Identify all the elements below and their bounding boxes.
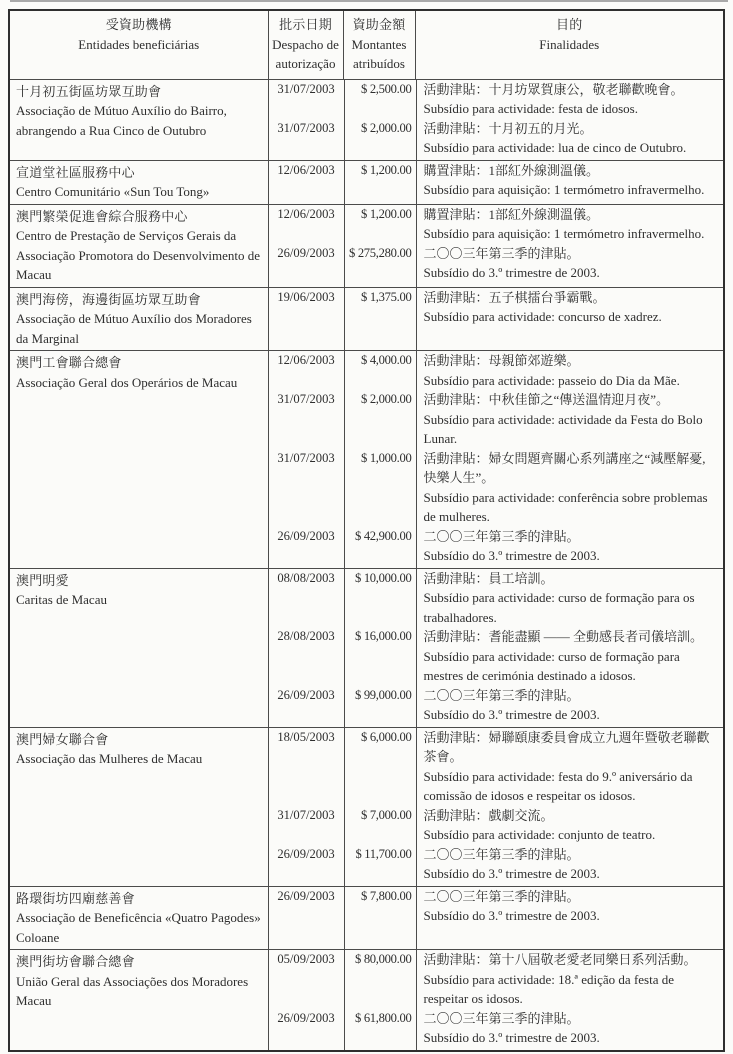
grant-date: 31/07/2003 <box>277 81 335 96</box>
grants-cell <box>268 160 724 204</box>
purpose-line: Subsídio para actividade: festa do 9.º aniversário da comissão de idosos e respeitar os idosos. <box>423 768 693 803</box>
purpose-line: Subsídio do 3.º trimestre de 2003. <box>423 1030 600 1045</box>
grant-date: 26/09/2003 <box>277 687 335 702</box>
grant-amount: $ 80,000.00 <box>354 952 412 966</box>
grant-entry <box>269 527 724 568</box>
entity-name-pt: Associação das Mulheres de Macau <box>16 751 203 766</box>
table-row <box>9 160 724 204</box>
table-row <box>9 287 724 351</box>
grants-cell <box>268 727 724 886</box>
column-divider-amount-purpose <box>416 569 417 727</box>
grant-date: 31/07/2003 <box>277 450 335 465</box>
grant-purposes <box>416 390 724 449</box>
purpose-line: 購置津貼：1部紅外線測溫儀。 <box>423 162 600 178</box>
grant-date: 26/09/2003 <box>277 846 335 861</box>
grant-date: 31/07/2003 <box>277 120 335 135</box>
column-divider-amount-purpose <box>416 161 417 204</box>
purpose-line: 活動津貼：十月初五的月光。 <box>423 120 593 136</box>
grant-date: 28/08/2003 <box>277 629 335 643</box>
col-header-purpose-pt: Finalidades <box>539 36 600 52</box>
scan-artifact-line <box>10 0 728 2</box>
entity-cell <box>9 79 268 160</box>
grant-date: 31/07/2003 <box>277 807 335 822</box>
grant-entry <box>269 119 724 160</box>
grant-date: 26/09/2003 <box>277 245 335 260</box>
entity-name-zh: 宣道堂社區服務中心 <box>16 164 135 180</box>
grant-purposes <box>416 686 724 725</box>
col-header-purpose-zh: 目的 <box>556 17 583 32</box>
grant-entry <box>269 728 724 806</box>
purpose-line: 二〇〇三年第三季的津貼。 <box>423 1010 580 1026</box>
purpose-line: Subsídio para actividade: passeio do Dia da Mãe. <box>423 372 680 388</box>
grant-purposes <box>416 161 724 200</box>
grant-entry <box>269 351 724 390</box>
subsidies-table <box>8 9 725 1052</box>
grant-purposes <box>416 205 724 244</box>
grant-date: 31/07/2003 <box>277 392 335 406</box>
column-divider-date-amount <box>344 80 345 160</box>
grant-amount: $ 6,000.00 <box>360 729 412 744</box>
purpose-line: 活動津貼：第十八屆敬老愛老同樂日系列活動。 <box>423 952 697 967</box>
purpose-line: Subsídio do 3.º trimestre de 2003. <box>423 866 600 881</box>
column-divider-date-amount <box>344 950 345 1050</box>
purpose-line: 活動津貼：五子棋擂台爭霸戰。 <box>423 289 606 305</box>
col-header-date <box>268 10 343 79</box>
grant-entry <box>269 288 724 329</box>
purpose-line: 活動津貼：婦女問題齊關心系列講座之“減壓解憂, 快樂人生”。 <box>423 450 706 485</box>
entity-name-pt: União Geral das Associações dos Moradores Macau <box>16 973 249 1008</box>
grants-cell <box>268 568 724 727</box>
grant-entry <box>269 845 724 886</box>
table-row <box>9 727 724 886</box>
column-divider-amount-purpose <box>416 351 417 568</box>
grant-entry <box>269 806 724 845</box>
grant-purposes <box>416 728 724 806</box>
column-divider-amount-purpose <box>416 80 417 160</box>
grant-amount: $ 275,280.00 <box>348 245 412 260</box>
grant-entry <box>269 950 724 1009</box>
grant-date: 12/06/2003 <box>277 206 335 221</box>
grants-cell <box>268 287 724 351</box>
purpose-line: 活動津貼：耆能盡顯 —— 全動感長者司儀培訓。 <box>423 629 704 644</box>
grant-amount: $ 1,375.00 <box>360 289 412 304</box>
purpose-line: Subsídio do 3.º trimestre de 2003. <box>423 265 600 280</box>
purpose-line: Subsídio do 3.º trimestre de 2003. <box>423 707 600 722</box>
purpose-line: Subsídio para actividade: concurso de xadrez. <box>423 309 662 324</box>
entity-name-zh: 十月初五街區坊眾互助會 <box>16 83 162 99</box>
entity-name-pt: Centro de Prestação de Serviços Gerais da Associação Promotora do Desenvolvimento de Macau <box>16 228 261 282</box>
grant-entry <box>269 390 724 449</box>
entity-cell <box>9 727 268 886</box>
grant-purposes <box>416 527 724 566</box>
grant-amount: $ 7,000.00 <box>360 807 412 822</box>
col-header-purpose <box>415 10 724 79</box>
entity-name-pt: Centro Comunitário «Sun Tou Tong» <box>16 184 210 199</box>
grants-cell <box>268 79 724 160</box>
purpose-line: 活動津貼：十月坊眾賀康公，敬老聯歡晚會。 <box>423 81 684 97</box>
table-row <box>9 351 724 569</box>
column-divider-date-amount <box>344 569 345 727</box>
grant-entry <box>269 161 724 202</box>
entity-cell <box>9 568 268 727</box>
purpose-line: 購置津貼：1部紅外線測溫儀。 <box>423 206 600 222</box>
col-header-entity-pt: Entidades beneficiárias <box>78 36 200 52</box>
grant-amount: $ 1,000.00 <box>360 450 412 465</box>
column-divider-date-amount <box>344 728 345 886</box>
entity-name-zh: 澳門海傍，海邊街區坊眾互助會 <box>16 291 201 307</box>
entity-name-pt: Associação de Mútuo Auxílio do Bairro, abrangendo a Rua Cinco de Outubro <box>16 103 227 138</box>
grant-date: 19/06/2003 <box>277 289 335 304</box>
column-divider-date-amount <box>344 161 345 204</box>
grant-entry <box>269 244 724 285</box>
grant-purposes <box>416 351 724 390</box>
grant-date: 26/09/2003 <box>277 1010 335 1025</box>
purpose-line: 活動津貼：母親節郊遊樂。 <box>423 353 580 368</box>
column-divider-amount-purpose <box>416 887 417 950</box>
grant-date: 12/06/2003 <box>277 162 335 177</box>
entity-cell <box>9 351 268 569</box>
grant-amount: $ 99,000.00 <box>354 687 412 702</box>
grants-cell <box>268 886 724 950</box>
col-header-amount-pt: Montantes atribuídos <box>351 36 407 71</box>
entity-name-zh: 澳門街坊會聯合總會 <box>16 954 135 969</box>
grant-amount: $ 7,800.00 <box>360 888 412 903</box>
purpose-line: 活動津貼：員工培訓。 <box>423 570 554 586</box>
entity-cell <box>9 160 268 204</box>
column-divider-amount-purpose <box>416 205 417 287</box>
grant-entry <box>269 1009 724 1050</box>
grant-entry <box>269 887 724 928</box>
grants-cell <box>268 950 724 1051</box>
purpose-line: Subsídio para actividade: lua de cinco de Outubro. <box>423 140 687 155</box>
purpose-line: 活動津貼：戲劇交流。 <box>423 807 554 823</box>
purpose-line: 二〇〇三年第三季的津貼。 <box>423 888 580 904</box>
grant-entry <box>269 205 724 244</box>
table-row <box>9 568 724 727</box>
purpose-line: Subsídio para actividade: actividade da Festa do Bolo Lunar. <box>423 411 703 446</box>
grant-purposes <box>416 449 724 527</box>
col-header-amount-zh: 資助金額 <box>352 17 406 32</box>
grant-purposes <box>416 569 724 628</box>
grant-amount: $ 2,500.00 <box>360 81 412 96</box>
column-divider-date-amount <box>344 288 345 351</box>
col-header-date-zh: 批示日期 <box>279 17 332 32</box>
grant-amount: $ 1,200.00 <box>360 206 412 221</box>
grant-purposes <box>416 627 724 686</box>
purpose-line: Subsídio para actividade: conjunto de teatro. <box>423 827 656 842</box>
column-divider-date-amount <box>344 887 345 950</box>
grant-date: 12/06/2003 <box>277 353 335 367</box>
col-header-entity <box>9 10 268 79</box>
column-divider-date-amount <box>344 205 345 287</box>
purpose-line: Subsídio para actividade: festa de idosos. <box>423 101 638 116</box>
grant-date: 26/09/2003 <box>277 528 335 543</box>
grant-amount: $ 4,000.00 <box>360 353 412 367</box>
table-row <box>9 886 724 950</box>
entity-cell <box>9 287 268 351</box>
purpose-line: Subsídio para actividade: conferência sobre problemas de mulheres. <box>423 489 708 524</box>
grant-purposes <box>416 950 724 1009</box>
entity-cell <box>9 204 268 287</box>
grants-cell <box>268 204 724 287</box>
grant-amount: $ 2,000.00 <box>360 120 412 135</box>
entity-name-zh: 澳門繁榮促進會綜合服務中心 <box>16 208 188 224</box>
grant-purposes <box>416 887 724 926</box>
entity-name-pt: Associação Geral dos Operários de Macau <box>16 374 238 390</box>
column-divider-amount-purpose <box>416 728 417 886</box>
grant-amount: $ 1,200.00 <box>360 162 412 177</box>
grant-purposes <box>416 119 724 158</box>
col-header-amount <box>343 10 415 79</box>
grant-amount: $ 16,000.00 <box>354 629 412 643</box>
entity-name-zh: 澳門工會聯合總會 <box>16 355 122 370</box>
grant-amount: $ 42,900.00 <box>354 528 412 543</box>
grant-purposes <box>416 288 724 327</box>
grant-amount: $ 61,800.00 <box>354 1010 412 1025</box>
purpose-line: Subsídio do 3.º trimestre de 2003. <box>423 548 600 563</box>
grant-purposes <box>416 806 724 845</box>
entity-name-pt: Associação de Beneficência «Quatro Pagodes» Coloane <box>16 910 261 945</box>
purpose-line: 二〇〇三年第三季的津貼。 <box>423 245 580 261</box>
purpose-line: Subsídio do 3.º trimestre de 2003. <box>423 908 600 923</box>
grant-entry <box>269 627 724 686</box>
purpose-line: 二〇〇三年第三季的津貼。 <box>423 846 580 862</box>
grant-purposes <box>416 1009 724 1048</box>
entity-name-pt: Associação de Mútuo Auxílio dos Moradores da Marginal <box>16 311 252 346</box>
grant-amount: $ 2,000.00 <box>360 392 412 406</box>
grant-amount: $ 10,000.00 <box>354 570 412 585</box>
table-row <box>9 204 724 287</box>
purpose-line: Subsídio para actividade: curso de formação para mestres de cerimónia destinado a idosos. <box>423 648 680 683</box>
grant-entry <box>269 686 724 727</box>
entity-name-zh: 澳門婦女聯合會 <box>16 731 109 747</box>
grant-purposes <box>416 80 724 119</box>
purpose-line: 二〇〇三年第三季的津貼。 <box>423 687 580 703</box>
purpose-line: 活動津貼：中秋佳節之“傳送溫情迎月夜”。 <box>423 392 670 407</box>
grant-entry <box>269 449 724 527</box>
grant-date: 05/09/2003 <box>277 952 335 966</box>
grant-entry <box>269 80 724 119</box>
column-divider-amount-purpose <box>416 950 417 1050</box>
grant-date: 18/05/2003 <box>277 729 335 744</box>
header-row <box>9 10 724 79</box>
entity-cell <box>9 950 268 1051</box>
column-divider-amount-purpose <box>416 288 417 351</box>
grant-amount: $ 11,700.00 <box>355 846 412 861</box>
grant-date: 26/09/2003 <box>277 888 335 903</box>
purpose-line: 活動津貼：婦聯頤康委員會成立九週年暨敬老聯歡茶會。 <box>423 729 710 764</box>
column-divider-date-amount <box>344 351 345 568</box>
grant-purposes <box>416 845 724 884</box>
purpose-line: Subsídio para actividade: 18.ª edição da festa de respeitar os idosos. <box>423 971 674 1006</box>
grant-purposes <box>416 244 724 283</box>
purpose-line: 二〇〇三年第三季的津貼。 <box>423 528 580 544</box>
purpose-line: Subsídio para actividade: curso de formação para os trabalhadores. <box>423 590 695 625</box>
table-row <box>9 79 724 160</box>
grant-entry <box>269 569 724 628</box>
entity-name-zh: 澳門明愛 <box>16 572 69 588</box>
purpose-line: Subsídio para aquisição: 1 termómetro infravermelho. <box>423 182 705 197</box>
grants-cell <box>268 351 724 569</box>
entity-name-pt: Caritas de Macau <box>16 592 107 607</box>
col-header-entity-zh: 受資助機構 <box>105 17 172 32</box>
col-header-date-pt: Despacho de autorização <box>272 36 339 71</box>
entity-name-zh: 路環街坊四廟慈善會 <box>16 890 135 906</box>
table-row <box>9 950 724 1051</box>
purpose-line: Subsídio para aquisição: 1 termómetro infravermelho. <box>423 226 705 241</box>
entity-cell <box>9 886 268 950</box>
grant-date: 08/08/2003 <box>277 570 335 585</box>
